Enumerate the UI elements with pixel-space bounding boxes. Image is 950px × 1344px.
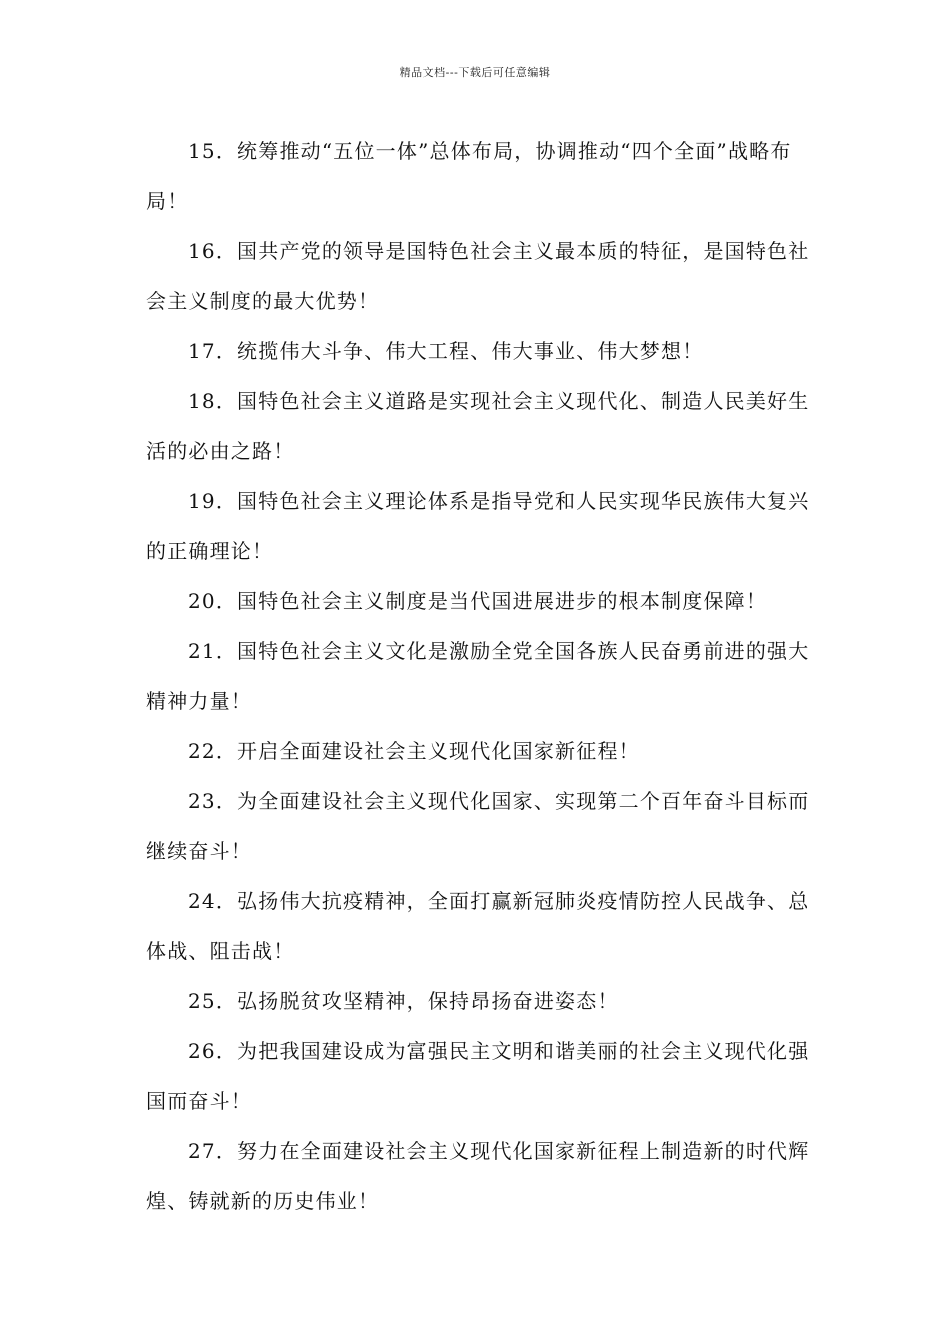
slogan-item: 23．为全面建设社会主义现代化国家、实现第二个百年奋斗目标而继续奋斗！ xyxy=(146,789,810,863)
slogan-item: 21．国特色社会主义文化是激励全党全国各族人民奋勇前进的强大精神力量！ xyxy=(146,639,810,713)
slogan-item: 16．国共产党的领导是国特色社会主义最本质的特征，是国特色社会主义制度的最大优势！ xyxy=(146,239,810,313)
page-header: 精品文档---下载后可任意编辑 xyxy=(399,66,551,79)
slogan-item: 15．统筹推动“五位一体”总体布局，协调推动“四个全面”战略布局！ xyxy=(146,139,792,213)
slogan-list xyxy=(146,126,811,1226)
slogan-item: 17．统揽伟大斗争、伟大工程、伟大事业、伟大梦想！ xyxy=(188,339,704,363)
slogan-item: 18．国特色社会主义道路是实现社会主义现代化、制造人民美好生活的必由之路！ xyxy=(146,389,810,463)
slogan-item: 26．为把我国建设成为富强民主文明和谐美丽的社会主义现代化强国而奋斗！ xyxy=(146,1039,810,1113)
slogan-item: 22．开启全面建设社会主义现代化国家新征程！ xyxy=(188,739,640,763)
slogan-item: 24．弘扬伟大抗疫精神，全面打赢新冠肺炎疫情防控人民战争、总体战、阻击战！ xyxy=(146,889,810,963)
slogan-item: 19．国特色社会主义理论体系是指导党和人民实现华民族伟大复兴的正确理论！ xyxy=(146,489,810,563)
slogan-item: 25．弘扬脱贫攻坚精神，保持昂扬奋进姿态！ xyxy=(188,989,619,1013)
slogan-item: 20．国特色社会主义制度是当代国进展进步的根本制度保障！ xyxy=(188,589,768,613)
slogan-item: 27．努力在全面建设社会主义现代化国家新征程上制造新的时代辉煌、铸就新的历史伟业！ xyxy=(146,1139,810,1213)
